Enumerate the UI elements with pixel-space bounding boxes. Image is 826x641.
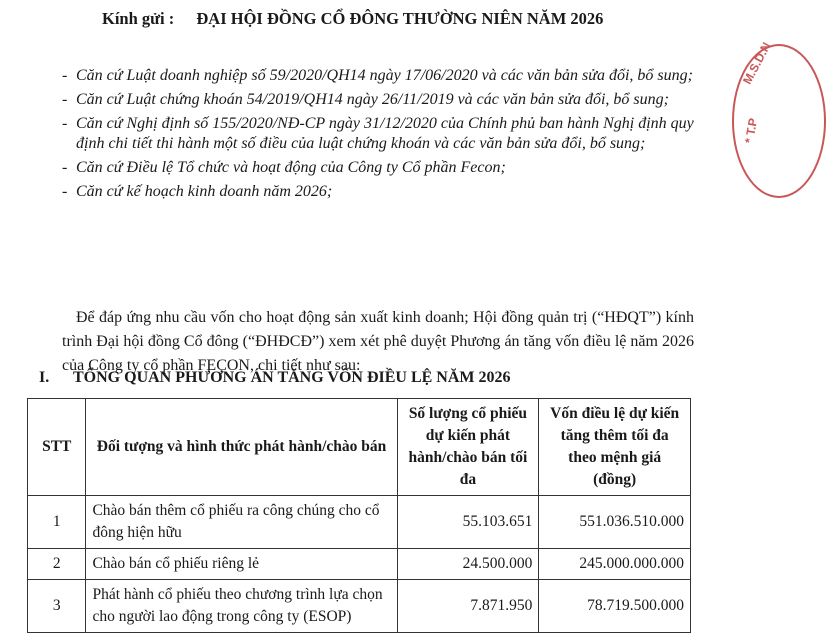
row-stt: 2 — [28, 549, 86, 580]
legal-basis-item: - Căn cứ Nghị định số 155/2020/NĐ-CP ngày 31/12/2020 của Chính phủ ban hành Nghị định quy định chi tiết thi hành một số điều của luật chứng khoán và các văn bản sửa đổi, bổ sung; — [62, 115, 694, 152]
row-description: Chào bán cổ phiếu riêng lẻ — [86, 549, 397, 580]
bullet-dash: - — [62, 183, 68, 200]
section-title: TỔNG QUAN PHƯƠNG ÁN TĂNG VỐN ĐIỀU LỆ NĂM 2026 — [73, 369, 511, 386]
row-share-quantity: 7.871.950 — [397, 580, 539, 633]
row-stt: 1 — [28, 496, 86, 549]
row-share-quantity: 55.103.651 — [397, 496, 539, 549]
header-charter-capital: Vốn điều lệ dự kiến tăng thêm tối đa theo mệnh giá (đồng) — [539, 399, 691, 496]
capital-increase-table — [27, 398, 691, 633]
legal-basis-item: - Căn cứ Điều lệ Tổ chức và hoạt động của Công ty Cổ phần Fecon; — [62, 159, 506, 176]
seal-text: * T.P — [742, 117, 761, 145]
company-seal — [732, 39, 826, 198]
header-share-quantity: Số lượng cổ phiếu dự kiến phát hành/chào bán tối đa — [397, 399, 539, 496]
legal-basis-item: - Căn cứ Luật chứng khoán 54/2019/QH14 ngày 26/11/2019 và các văn bản sửa đổi, bổ sung; — [62, 91, 669, 108]
row-charter-capital: 245.000.000.000 — [539, 549, 691, 580]
addressee-label: Kính gửi : — [102, 9, 175, 28]
header-stt: STT — [28, 399, 86, 496]
bullet-dash: - — [62, 115, 68, 132]
table-row — [28, 549, 691, 580]
legal-basis-item: - Căn cứ Luật doanh nghiệp số 59/2020/QH14 ngày 17/06/2020 và các văn bản sửa đổi, bổ sung; — [62, 67, 693, 84]
row-description: Chào bán thêm cổ phiếu ra công chúng cho cổ đông hiện hữu — [86, 496, 397, 549]
row-charter-capital: 551.036.510.000 — [539, 496, 691, 549]
row-charter-capital: 78.719.500.000 — [539, 580, 691, 633]
table-header-row — [28, 399, 691, 496]
row-description: Phát hành cổ phiếu theo chương trình lựa chọn cho người lao động trong công ty (ESOP) — [86, 580, 397, 633]
row-share-quantity: 24.500.000 — [397, 549, 539, 580]
table-row — [28, 580, 691, 633]
seal-text: M.S.D.N — [740, 39, 774, 87]
section-heading — [39, 369, 511, 387]
legal-bases-list — [62, 66, 702, 206]
table-row — [28, 496, 691, 549]
addressee-line — [102, 9, 603, 29]
header-description: Đối tượng và hình thức phát hành/chào bán — [86, 399, 397, 496]
addressee-recipient: ĐẠI HỘI ĐỒNG CỔ ĐÔNG THƯỜNG NIÊN NĂM 2026 — [196, 9, 604, 28]
intro-paragraph: Để đáp ứng nhu cầu vốn cho hoạt động sản xuất kinh doanh; Hội đồng quản trị (“HĐQT”) kính trình Đại hội đồng Cổ đông (“ĐHĐCĐ”) xem xét phê duyệt Phương án tăng vốn điều lệ năm 2026 của Công ty cổ phần FECON, chi tiết như sau: — [62, 309, 694, 374]
legal-basis-item: - Căn cứ kế hoạch kinh doanh năm 2026; — [62, 183, 333, 200]
section-number: I. — [39, 369, 50, 386]
bullet-dash: - — [62, 67, 68, 84]
row-stt: 3 — [28, 580, 86, 633]
bullet-dash: - — [62, 91, 68, 108]
bullet-dash: - — [62, 159, 68, 176]
